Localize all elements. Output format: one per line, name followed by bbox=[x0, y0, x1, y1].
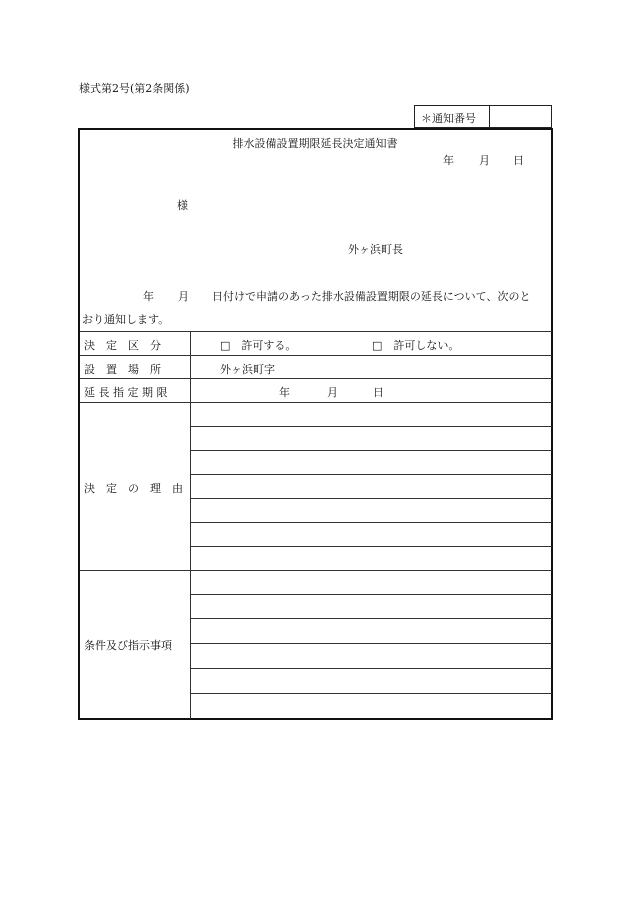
reason-row-line bbox=[191, 450, 552, 451]
form-label: 様式第2号(第2条関係) bbox=[79, 82, 190, 95]
body-month: 月 bbox=[178, 290, 189, 303]
notice-number-box bbox=[414, 105, 552, 128]
location-value[interactable]: 外ヶ浜町字 bbox=[220, 363, 275, 376]
conditions-row-line bbox=[191, 594, 552, 595]
date-day: 日 bbox=[513, 154, 524, 167]
body-text-line2: おり通知します。 bbox=[82, 313, 170, 326]
date-year: 年 bbox=[443, 154, 454, 167]
body-year: 年 bbox=[143, 290, 154, 303]
conditions-label: 条件及び指示事項 bbox=[84, 639, 172, 652]
deadline-label: 延 長 指 定 期 限 bbox=[84, 386, 168, 399]
table-top-line bbox=[80, 331, 552, 332]
conditions-row-line bbox=[191, 668, 552, 669]
deny-checkbox[interactable]: □ 許可しない。 bbox=[372, 339, 460, 352]
conditions-row-line bbox=[191, 618, 552, 619]
date-month: 月 bbox=[479, 154, 490, 167]
notice-number-label: ＊通知番号 bbox=[421, 112, 476, 125]
notice-number-field[interactable] bbox=[490, 106, 551, 127]
reason-row-line bbox=[191, 474, 552, 475]
form-frame bbox=[78, 128, 553, 720]
reason-row-line bbox=[191, 546, 552, 547]
document-title: 排水設備設置期限延長決定通知書 bbox=[232, 137, 398, 150]
conditions-row-line bbox=[191, 643, 552, 644]
deadline-month: 月 bbox=[327, 386, 338, 399]
row-line bbox=[80, 378, 552, 379]
location-label: 設 置 場 所 bbox=[84, 363, 161, 376]
label-column-divider bbox=[190, 331, 191, 719]
reason-row-line bbox=[191, 522, 552, 523]
reason-label: 決 定 の 理 由 bbox=[84, 482, 183, 495]
body-text-line1: 日付けで申請のあった排水設備設置期限の延長について、次のと bbox=[212, 290, 531, 303]
issuer-name: 外ヶ浜町長 bbox=[348, 243, 403, 256]
deadline-day: 日 bbox=[373, 386, 384, 399]
deadline-year: 年 bbox=[279, 386, 290, 399]
addressee-suffix: 様 bbox=[177, 199, 188, 212]
reason-row-line bbox=[191, 426, 552, 427]
row-line bbox=[80, 355, 552, 356]
row-line bbox=[80, 402, 552, 403]
row-line bbox=[80, 570, 552, 571]
reason-row-line bbox=[191, 498, 552, 499]
decision-label: 決 定 区 分 bbox=[84, 339, 161, 352]
permit-checkbox[interactable]: □ 許可する。 bbox=[220, 339, 297, 352]
conditions-row-line bbox=[191, 693, 552, 694]
